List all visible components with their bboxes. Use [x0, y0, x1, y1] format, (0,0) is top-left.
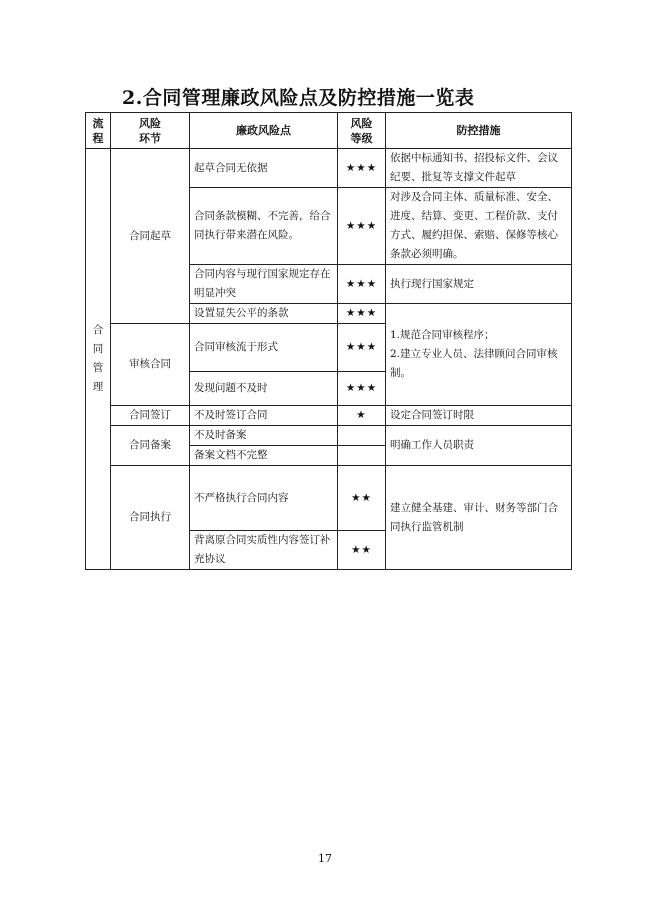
measure-cell: 建立健全基建、审计、财务等部门合同执行监管机制: [386, 466, 572, 570]
link-cell: 合同起草: [111, 149, 190, 324]
risk-point-cell: 不及时备案: [190, 426, 338, 446]
header-point: 廉政风险点: [190, 113, 338, 149]
header-measure: 防控措施: [386, 113, 572, 149]
risk-level-cell: ★: [338, 406, 386, 426]
table-row: [86, 149, 572, 188]
risk-point-cell: 发现问题不及时: [190, 372, 338, 406]
risk-level-cell: ★★★: [338, 265, 386, 304]
risk-point-cell: 备案文档不完整: [190, 446, 338, 466]
risk-level-cell: ★★: [338, 531, 386, 570]
measure-cell: 对涉及合同主体、质量标准、安全、进度、结算、变更、工程价款、支付方式、履约担保、索赔、保修等核心条款必须明确。: [386, 188, 572, 265]
table-row: [86, 466, 572, 531]
header-link: 风险环节: [111, 113, 190, 149]
link-cell: 合同执行: [111, 466, 190, 570]
link-cell: 审核合同: [111, 324, 190, 406]
risk-level-cell: ★★: [338, 466, 386, 531]
risk-point-cell: 背离原合同实质性内容签订补充协议: [190, 531, 338, 570]
risk-point-cell: 合同内容与现行国家规定存在明显冲突: [190, 265, 338, 304]
measure-cell: 执行现行国家规定: [386, 265, 572, 304]
risk-point-cell: 合同审核流于形式: [190, 324, 338, 372]
measure-cell: 明确工作人员职责: [386, 426, 572, 466]
header-process: 流程: [86, 113, 111, 149]
risk-level-cell: ★★★: [338, 149, 386, 188]
table-row: [86, 426, 572, 446]
link-cell: 合同备案: [111, 426, 190, 466]
risk-point-cell: 设置显失公平的条款: [190, 304, 338, 324]
risk-point-cell: 合同条款模糊、不完善，给合同执行带来潜在风险。: [190, 188, 338, 265]
link-cell: 合同签订: [111, 406, 190, 426]
process-cell: 合同管理: [86, 149, 111, 570]
risk-level-cell: ★★★: [338, 188, 386, 265]
table-header-row: [86, 113, 572, 149]
measure-cell: 设定合同签订时限: [386, 406, 572, 426]
page-number: 17: [318, 852, 332, 865]
risk-point-cell: 不严格执行合同内容: [190, 466, 338, 531]
risk-table: [85, 112, 572, 570]
measure-cell: 依据中标通知书、招投标文件、会议纪要、批复等支撑文件起草: [386, 149, 572, 188]
risk-level-cell: ★★★: [338, 304, 386, 324]
risk-point-cell: 起草合同无依据: [190, 149, 338, 188]
header-level: 风险等级: [338, 113, 386, 149]
risk-level-cell: ★★★: [338, 372, 386, 406]
risk-point-cell: 不及时签订合同: [190, 406, 338, 426]
table-row: [86, 406, 572, 426]
page-title: 2.合同管理廉政风险点及防控措施一览表: [122, 87, 475, 109]
risk-level-cell: [338, 446, 386, 466]
measure-cell: 1.规范合同审核程序； 2.建立专业人员、法律顾问合同审核制。: [386, 304, 572, 406]
risk-level-cell: ★★★: [338, 324, 386, 372]
risk-level-cell: [338, 426, 386, 446]
